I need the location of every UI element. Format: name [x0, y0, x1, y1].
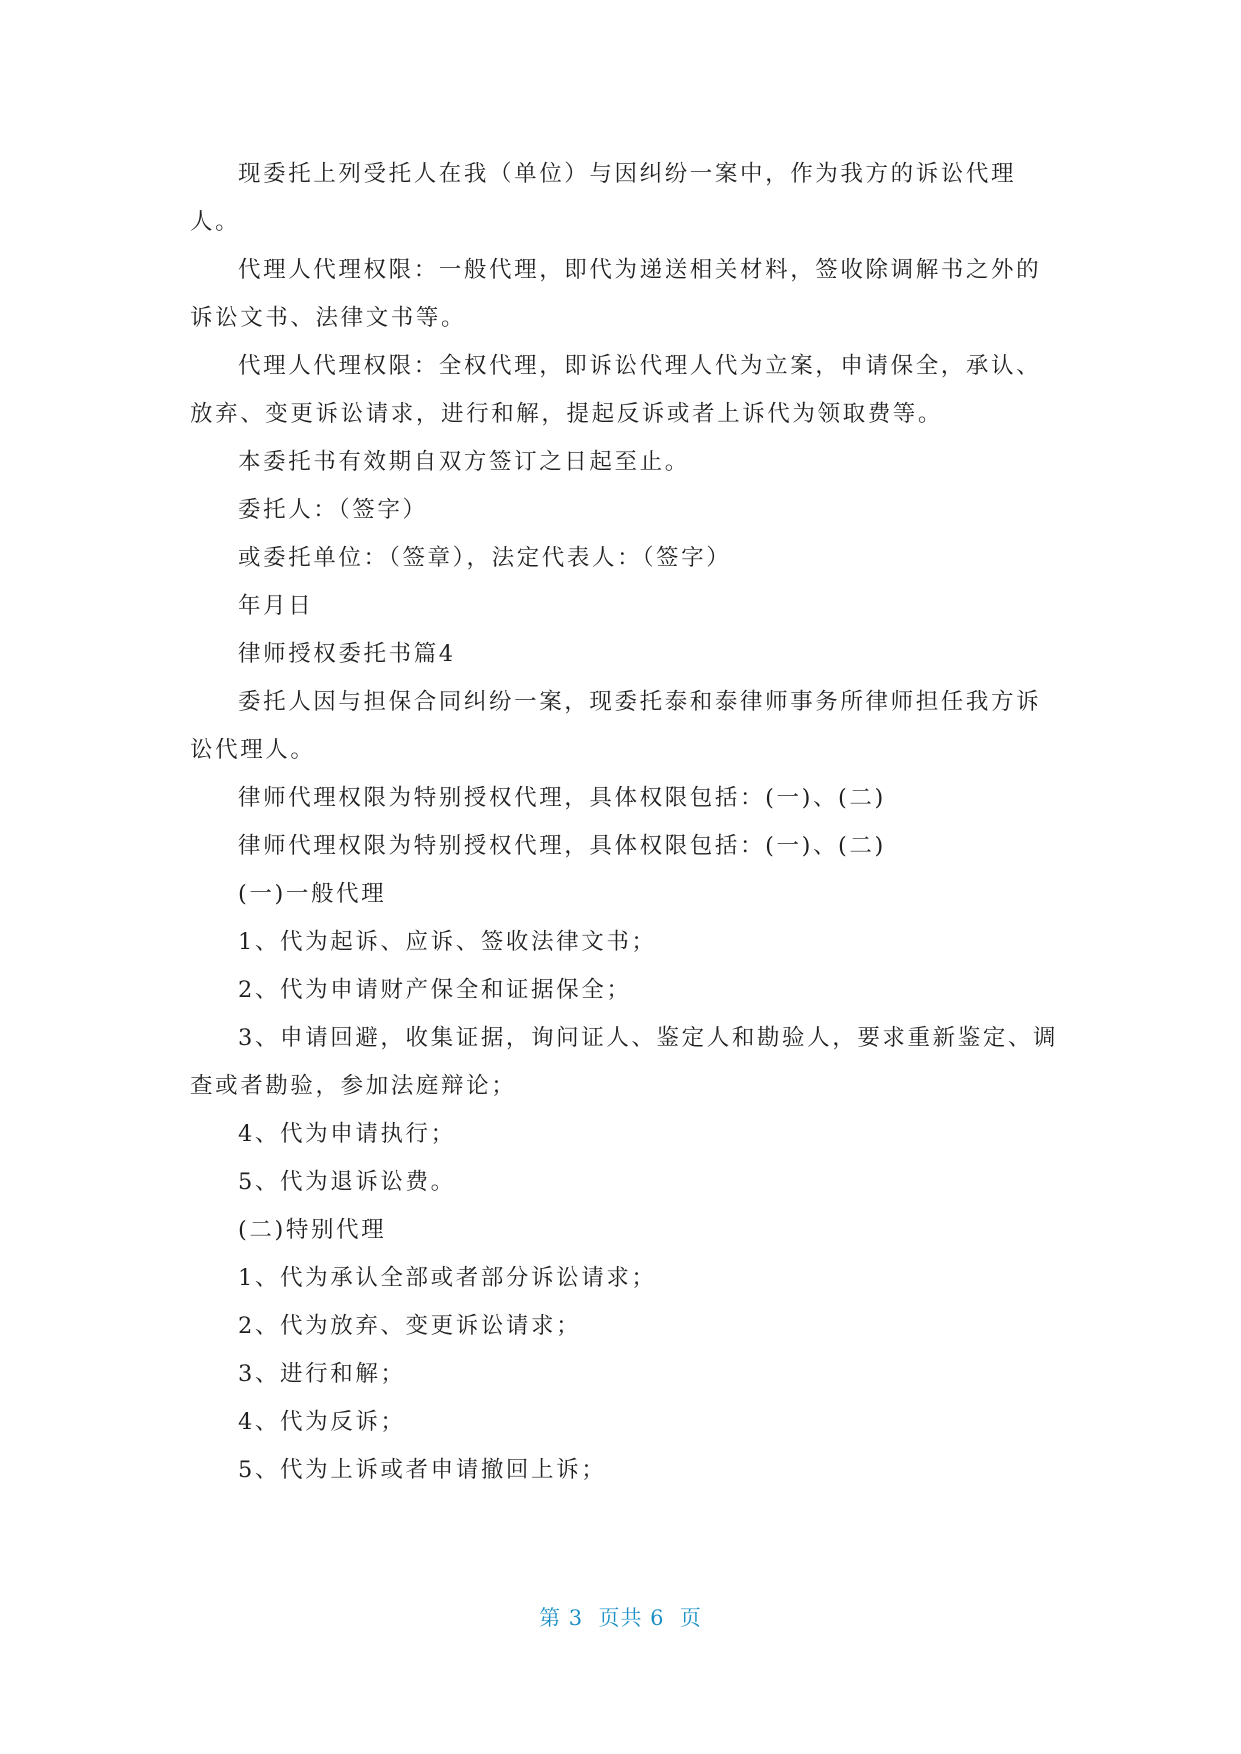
subsection-heading: (二)特别代理 [238, 1217, 387, 1243]
paragraph-line: 律师代理权限为特别授权代理，具体权限包括：(一)、(二) [238, 833, 886, 859]
date-line: 年月日 [238, 593, 314, 619]
paragraph-line: 人。 [190, 209, 241, 235]
list-item: 5、代为上诉或者申请撤回上诉； [238, 1457, 607, 1483]
paragraph-line: 代理人代理权限：全权代理，即诉讼代理人代为立案，申请保全，承认、 [238, 353, 1042, 379]
paragraph-line: 代理人代理权限：一般代理，即代为递送相关材料，签收除调解书之外的 [238, 257, 1042, 283]
list-item-continuation: 查或者勘验，参加法庭辩论； [190, 1073, 517, 1099]
list-item: 4、代为反诉； [238, 1409, 406, 1435]
paragraph-line: 现委托上列受托人在我（单位）与因纠纷一案中，作为我方的诉讼代理 [238, 161, 1017, 187]
page-number-footer: 第 3 页共 6 页 [539, 1606, 702, 1630]
paragraph-line: 本委托书有效期自双方签订之日起至止。 [238, 449, 690, 475]
list-item: 1、代为承认全部或者部分诉讼请求； [238, 1265, 657, 1291]
list-item: 3、申请回避，收集证据，询问证人、鉴定人和勘验人，要求重新鉴定、调 [238, 1025, 1059, 1051]
document-body [190, 150, 1059, 1494]
signature-line-principal: 委托人：（签字） [238, 497, 428, 523]
list-item: 3、进行和解； [238, 1361, 406, 1387]
list-item: 2、代为放弃、变更诉讼请求； [238, 1313, 582, 1339]
list-item: 5、代为退诉讼费。 [238, 1169, 456, 1195]
subsection-heading: (一)一般代理 [238, 881, 387, 907]
paragraph-line: 诉讼文书、法律文书等。 [190, 305, 467, 331]
paragraph-line: 讼代理人。 [190, 737, 316, 763]
list-item: 4、代为申请执行； [238, 1121, 456, 1147]
section-heading: 律师授权委托书篇4 [238, 641, 456, 667]
paragraph-line: 放弃、变更诉讼请求，进行和解，提起反诉或者上诉代为领取费等。 [190, 401, 944, 427]
list-item: 2、代为申请财产保全和证据保全； [238, 977, 632, 1003]
list-item: 1、代为起诉、应诉、签收法律文书； [238, 929, 657, 955]
signature-line-unit: 或委托单位：（签章），法定代表人：（签字） [238, 545, 732, 571]
paragraph-line: 委托人因与担保合同纠纷一案，现委托泰和泰律师事务所律师担任我方诉 [238, 689, 1042, 715]
paragraph-line: 律师代理权限为特别授权代理，具体权限包括：(一)、(二) [238, 785, 886, 811]
